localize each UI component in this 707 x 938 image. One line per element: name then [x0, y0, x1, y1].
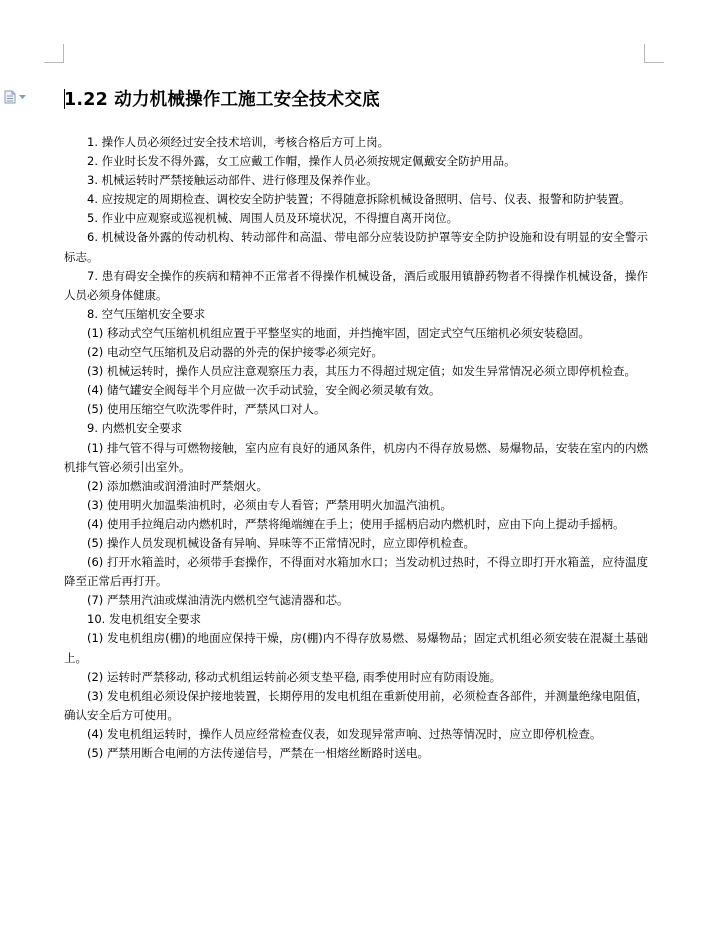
document-body[interactable]: [64, 133, 648, 763]
paragraph[interactable]: (3) 发电机组必须设保护接地装置，长期停用的发电机组在重新使用前，必须检查各部件，并测量绝缘电阻值，确认安全后方可使用。: [64, 688, 648, 722]
crop-mark-top-left-vertical: [63, 44, 64, 63]
paragraph[interactable]: (4) 储气罐安全阀每半个月应做一次手动试验，安全阀必须灵敏有效。: [87, 383, 441, 398]
paragraph[interactable]: (7) 严禁用汽油或煤油清洗内燃机空气滤清器和芯。: [87, 593, 349, 608]
paragraph[interactable]: (2) 运转时严禁移动, 移动式机组运转前必须支垫平稳, 雨季使用时应有防雨设施。: [87, 669, 502, 684]
paragraph[interactable]: (3) 使用明火加温柴油机时，必须由专人看管；严禁用明火加温汽油机。: [87, 497, 452, 512]
paragraph[interactable]: 3. 机械运转时严禁接触运动部件、进行修理及保养作业。: [87, 173, 378, 188]
paragraph[interactable]: 6. 机械设备外露的传动机构、转动部件和高温、带电部分应装设防护罩等安全防护设施和设有明显的安全警示标志。: [64, 230, 648, 264]
crop-mark-top-left-horizontal: [44, 62, 64, 63]
paragraph[interactable]: 9. 内燃机安全要求: [87, 421, 183, 436]
document-title[interactable]: 1.22 动力机械操作工施工安全技术交底: [64, 90, 380, 110]
paragraph[interactable]: 7. 患有碍安全操作的疾病和精神不正常者不得操作机械设备，酒后或服用镇静药物者不得操作机械设备，操作人员必须身体健康。: [64, 268, 648, 302]
paragraph[interactable]: (4) 发电机组运转时，操作人员应经常检查仪表，如发现异常声响、过热等情况时，应立即停机检查。: [87, 726, 602, 741]
paragraph[interactable]: (6) 打开水箱盖时，必须带手套操作，不得面对水箱加水口；当发动机过热时，不得立即打开水箱盖，应待温度降至正常后再打开。: [64, 555, 648, 589]
paragraph[interactable]: (1) 排气管不得与可燃物接触，室内应有良好的通风条件，机房内不得存放易燃、易爆物品，安装在室内的内燃机排气管必须引出室外。: [64, 440, 648, 474]
crop-mark-top-right-horizontal: [644, 62, 664, 63]
paragraph[interactable]: (2) 电动空气压缩机及启动器的外壳的保护接零必须完好。: [87, 345, 383, 360]
paragraph[interactable]: 4. 应按规定的周期检查、调校安全防护装置；不得随意拆除机械设备照明、信号、仪表、报警和防护装置。: [87, 192, 631, 207]
paragraph[interactable]: (1) 移动式空气压缩机机组应置于平整坚实的地面，并挡掩牢固，固定式空气压缩机必须安装稳固。: [87, 325, 590, 340]
dropdown-arrow-icon: [19, 95, 26, 100]
paragraph[interactable]: (5) 操作人员发现机械设备有异响、异味等不正常情况时，应立即停机检查。: [87, 535, 475, 550]
paragraph[interactable]: 2. 作业时长发不得外露，女工应戴工作帽，操作人员必须按规定佩戴安全防护用品。: [87, 154, 516, 169]
paragraph[interactable]: (5) 严禁用断合电闸的方法传递信号，严禁在一相熔丝断路时送电。: [87, 746, 429, 760]
paragraph[interactable]: 5. 作业中应观察或巡视机械、周围人员及环境状况，不得擅自离开岗位。: [87, 211, 459, 226]
paragraph[interactable]: (5) 使用压缩空气吹洗零件时，严禁风口对人。: [87, 402, 326, 417]
document-menu-icon[interactable]: [4, 90, 32, 104]
page-icon: [4, 90, 16, 104]
paragraph[interactable]: 1. 操作人员必须经过安全技术培训，考核合格后方可上岗。: [87, 135, 390, 149]
paragraph[interactable]: 8. 空气压缩机安全要求: [87, 306, 206, 321]
crop-mark-top-right-vertical: [644, 44, 645, 63]
paragraph[interactable]: (2) 添加燃油或润滑油时严禁烟火。: [87, 478, 268, 493]
paragraph[interactable]: (1) 发电机组房(棚)的地面应保持干燥，房(棚)内不得存放易燃、易爆物品；固定式机组必须安装在混凝土基础上。: [64, 631, 648, 665]
paragraph[interactable]: 10. 发电机组安全要求: [87, 612, 201, 627]
paragraph[interactable]: (4) 使用手拉绳启动内燃机时，严禁将绳端缠在手上；使用手摇柄启动内燃机时，应由下向上提动手摇柄。: [87, 516, 625, 531]
paragraph[interactable]: (3) 机械运转时，操作人员应注意观察压力表，其压力不得超过规定值；如发生异常情况必须立即停机检查。: [87, 364, 636, 379]
